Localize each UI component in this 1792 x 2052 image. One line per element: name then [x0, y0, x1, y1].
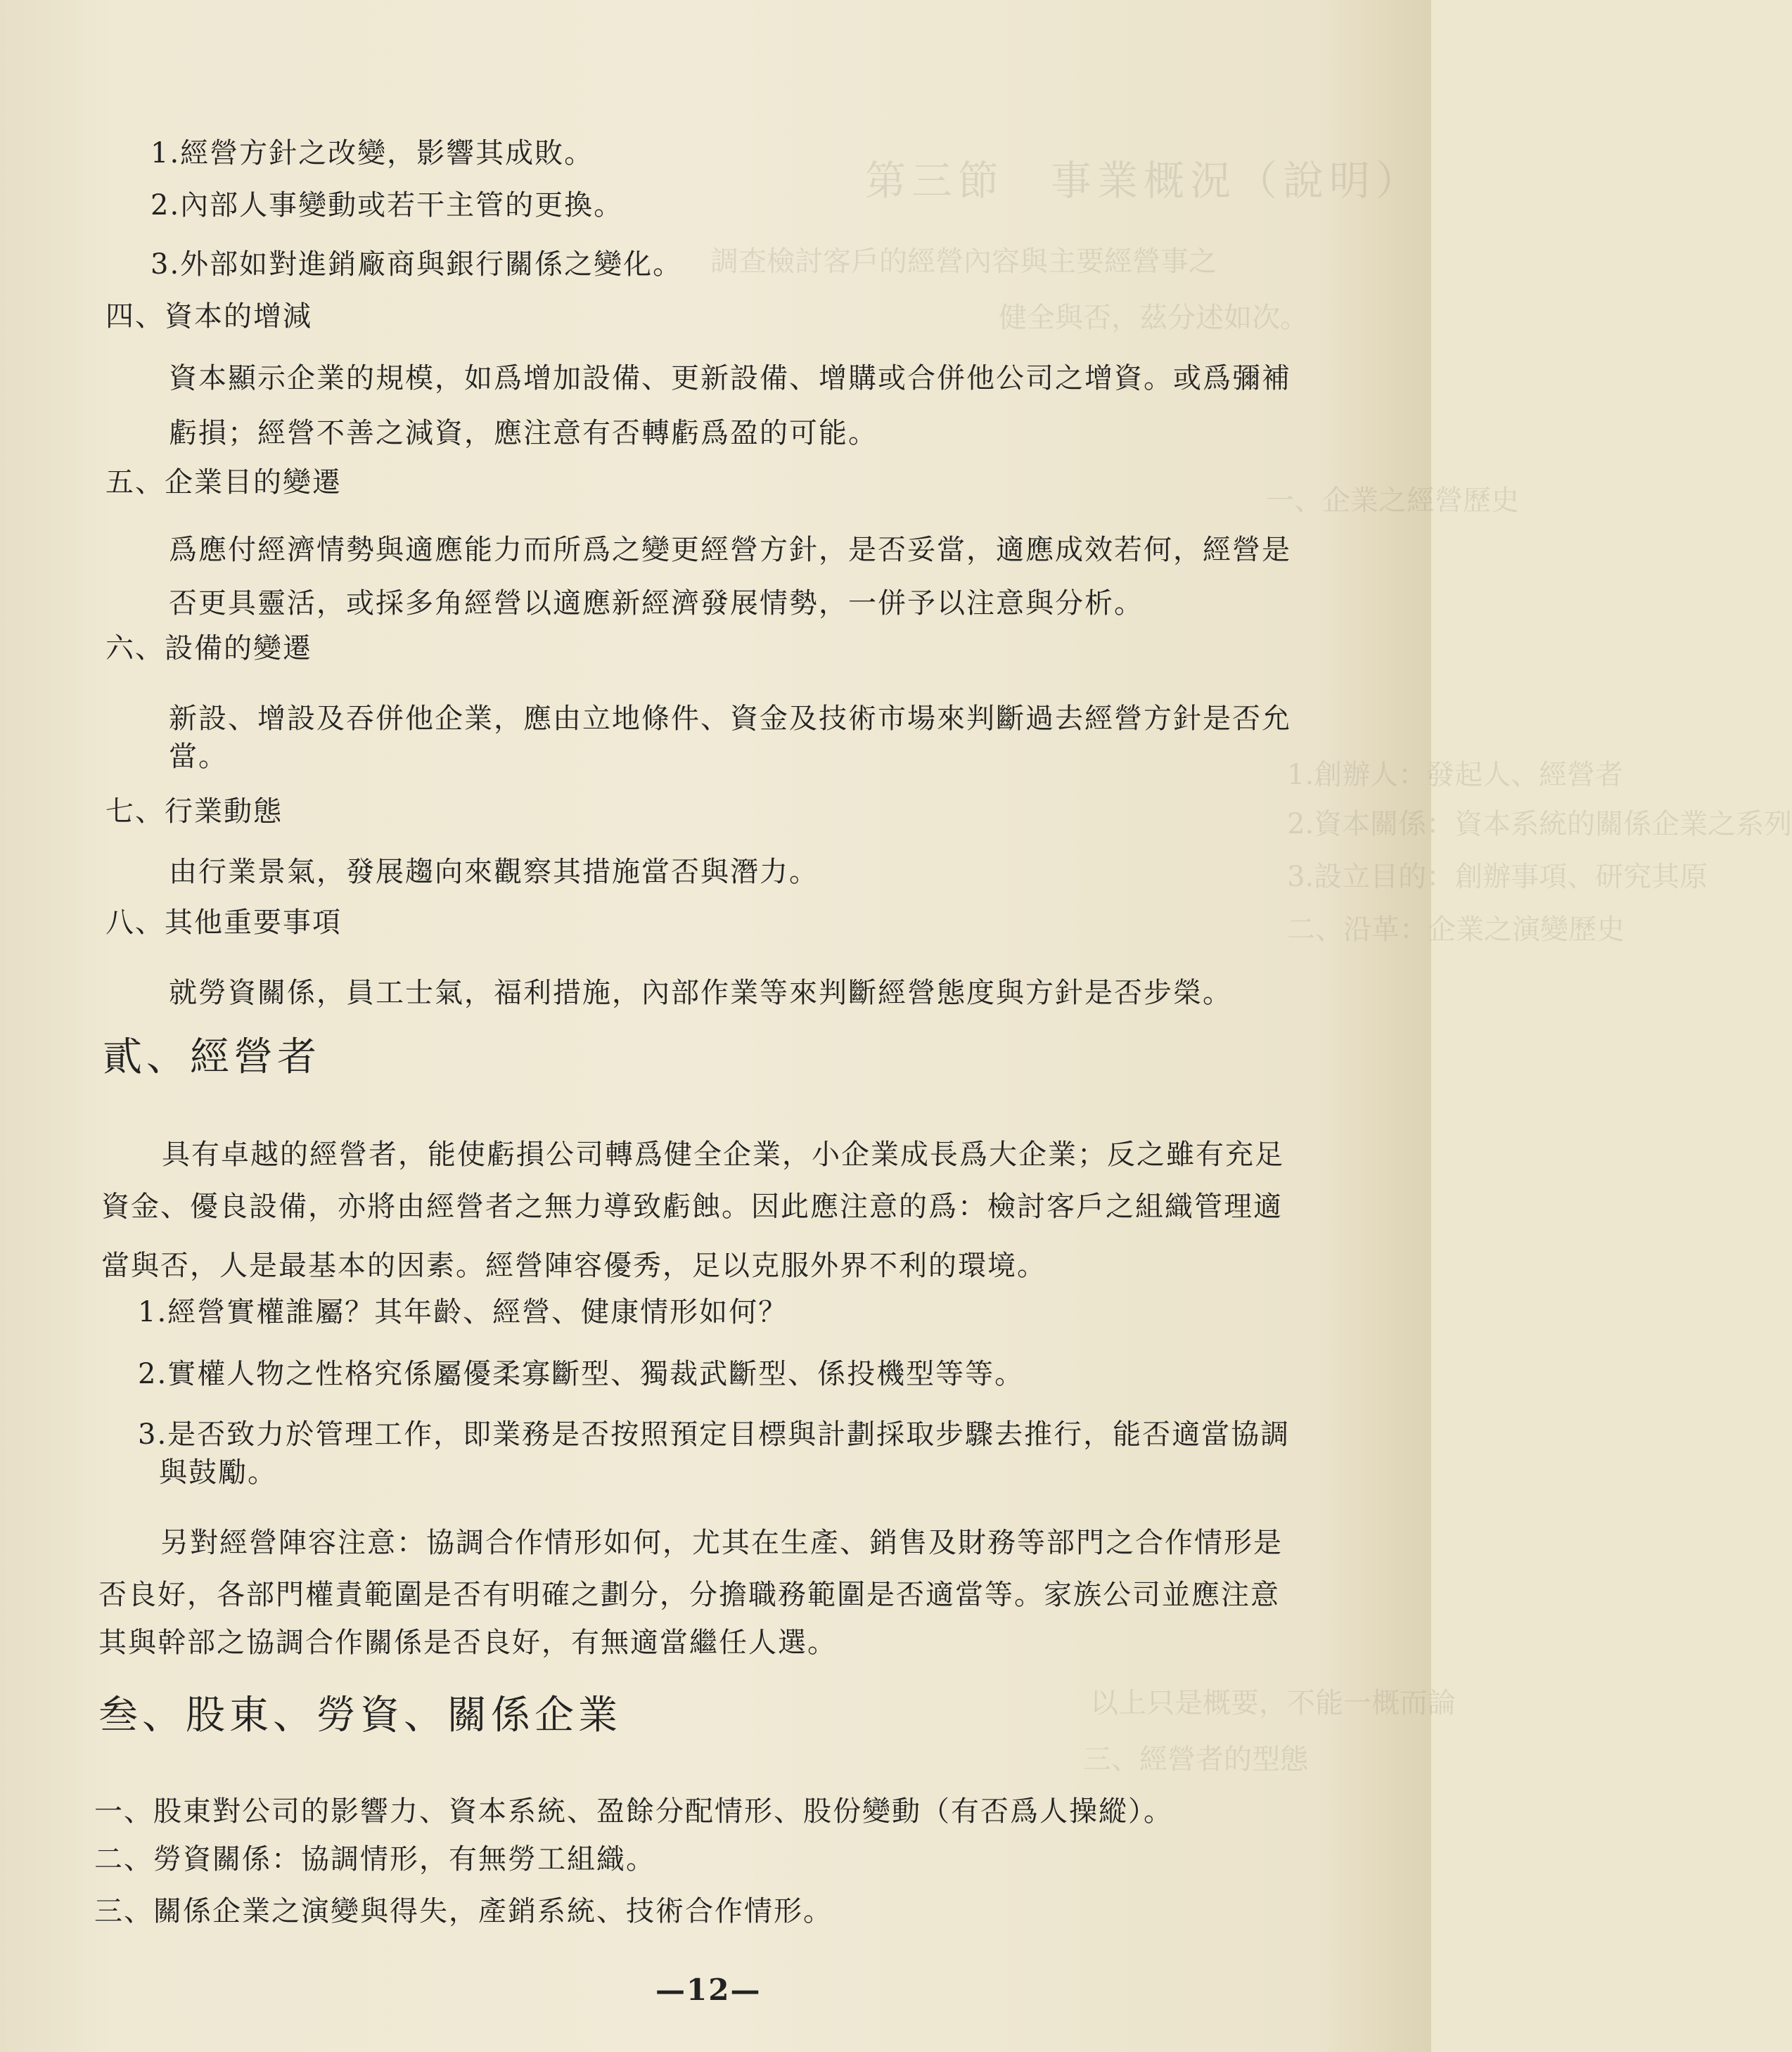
paragraph-line: 由行業景氣，發展趨向來觀察其措施當否與潛力。 — [169, 856, 819, 888]
paragraph-line: 具有卓越的經營者，能使虧損公司轉爲健全企業，小企業成長爲大企業；反之雖有充足 — [162, 1139, 1284, 1171]
chapter-heading-2: 貳、經營者 — [103, 1034, 321, 1080]
paragraph-line: 另對經營陣容注意：協調合作情形如何，尤其在生產、銷售及財務等部門之合作情形是 — [160, 1527, 1283, 1559]
list-item-3: 3.外部如對進銷廠商與銀行關係之變化。 — [151, 248, 683, 281]
list-item-2: 二、勞資關係：協調情形，有無勞工組織。 — [94, 1843, 655, 1875]
bleed-through-line: 2.資本關係：資本系統的關係企業之系列 — [1287, 808, 1792, 840]
list-item-3: 3.是否致力於管理工作，即業務是否按照預定目標與計劃採取步驟去推行，能否適當協調 — [138, 1418, 1291, 1451]
list-item-2: 2.實權人物之性格究係屬優柔寡斷型、獨裁武斷型、係投機型等等。 — [138, 1358, 1025, 1390]
section-heading-5: 五、企業目的變遷 — [105, 466, 342, 499]
page-number: —12— — [655, 1973, 762, 2007]
bleed-through-line: 調查檢討客戶的經營內容與主要經營事之 — [710, 245, 1217, 278]
paragraph-line: 當。 — [169, 740, 228, 773]
paragraph-line: 新設、增設及吞併他企業，應由立地條件、資金及技術市場來判斷過去經營方針是否允 — [169, 703, 1291, 735]
paragraph-line: 否更具靈活，或採多角經營以適應新經濟發展情勢，一併予以注意與分析。 — [169, 587, 1144, 620]
bleed-through-line: 健全與否，茲分述如次。 — [999, 302, 1308, 334]
section-heading-6: 六、設備的變遷 — [105, 632, 312, 665]
list-item-3: 三、關係企業之演變與得失，產銷系統、技術合作情形。 — [94, 1895, 833, 1928]
chapter-heading-3: 叁、股東、勞資、關係企業 — [98, 1693, 622, 1738]
section-heading-4: 四、資本的增減 — [105, 300, 312, 333]
paragraph-line: 當與否，人是最基本的因素。經營陣容優秀，足以克服外界不利的環境。 — [101, 1250, 1047, 1282]
bleed-through-line: 二、沿革：企業之演變歷史 — [1287, 913, 1625, 946]
bleed-through-line: 1.創辦人：發起人、經營者 — [1287, 759, 1624, 791]
bleed-through-line: 三、經營者的型態 — [1083, 1743, 1308, 1776]
section-heading-7: 七、行業動態 — [105, 795, 283, 828]
paragraph-line: 資本顯示企業的規模，如爲增加設備、更新設備、增購或合併他公司之增資。或爲彌補 — [169, 362, 1291, 395]
paragraph-line: 否良好，各部門權責範圍是否有明確之劃分，分擔職務範圍是否適當等。家族公司並應注意 — [98, 1579, 1280, 1611]
paragraph-line: 與鼓勵。 — [159, 1456, 277, 1489]
bleed-through-line: 3.設立目的：創辦事項、研究其原 — [1287, 861, 1708, 893]
paragraph-line: 就勞資關係，員工士氣，福利措施，內部作業等來判斷經營態度與方針是否步榮。 — [169, 977, 1232, 1009]
paragraph-line: 虧損；經營不善之減資，應注意有否轉虧爲盈的可能。 — [169, 417, 878, 449]
paragraph-line: 其與幹部之協調合作關係是否良好，有無適當繼任人選。 — [98, 1627, 837, 1659]
paragraph-line: 資金、優良設備，亦將由經營者之無力導致虧蝕。因此應注意的爲：檢討客戶之組織管理適 — [101, 1191, 1283, 1223]
list-item-2: 2.內部人事變動或若干主管的更換。 — [151, 189, 624, 222]
list-item-1: 1.經營實權誰屬？其年齡、經營、健康情形如何？ — [138, 1296, 788, 1328]
bleed-through-line: 第三節 事業概況（說明） — [865, 157, 1423, 205]
bleed-through-line: 以上只是概要，不能一概而論 — [1090, 1687, 1456, 1719]
section-heading-8: 八、其他重要事項 — [105, 906, 342, 939]
paragraph-line: 爲應付經濟情勢與適應能力而所爲之變更經營方針，是否妥當，適應成效若何，經營是 — [169, 534, 1291, 566]
list-item-1: 一、股東對公司的影響力、資本系統、盈餘分配情形、股份變動（有否爲人操縱）。 — [94, 1795, 1173, 1828]
list-item-1: 1.經營方針之改變，影響其成敗。 — [151, 137, 594, 169]
bleed-through-line: 一、企業之經營歷史 — [1266, 485, 1519, 517]
